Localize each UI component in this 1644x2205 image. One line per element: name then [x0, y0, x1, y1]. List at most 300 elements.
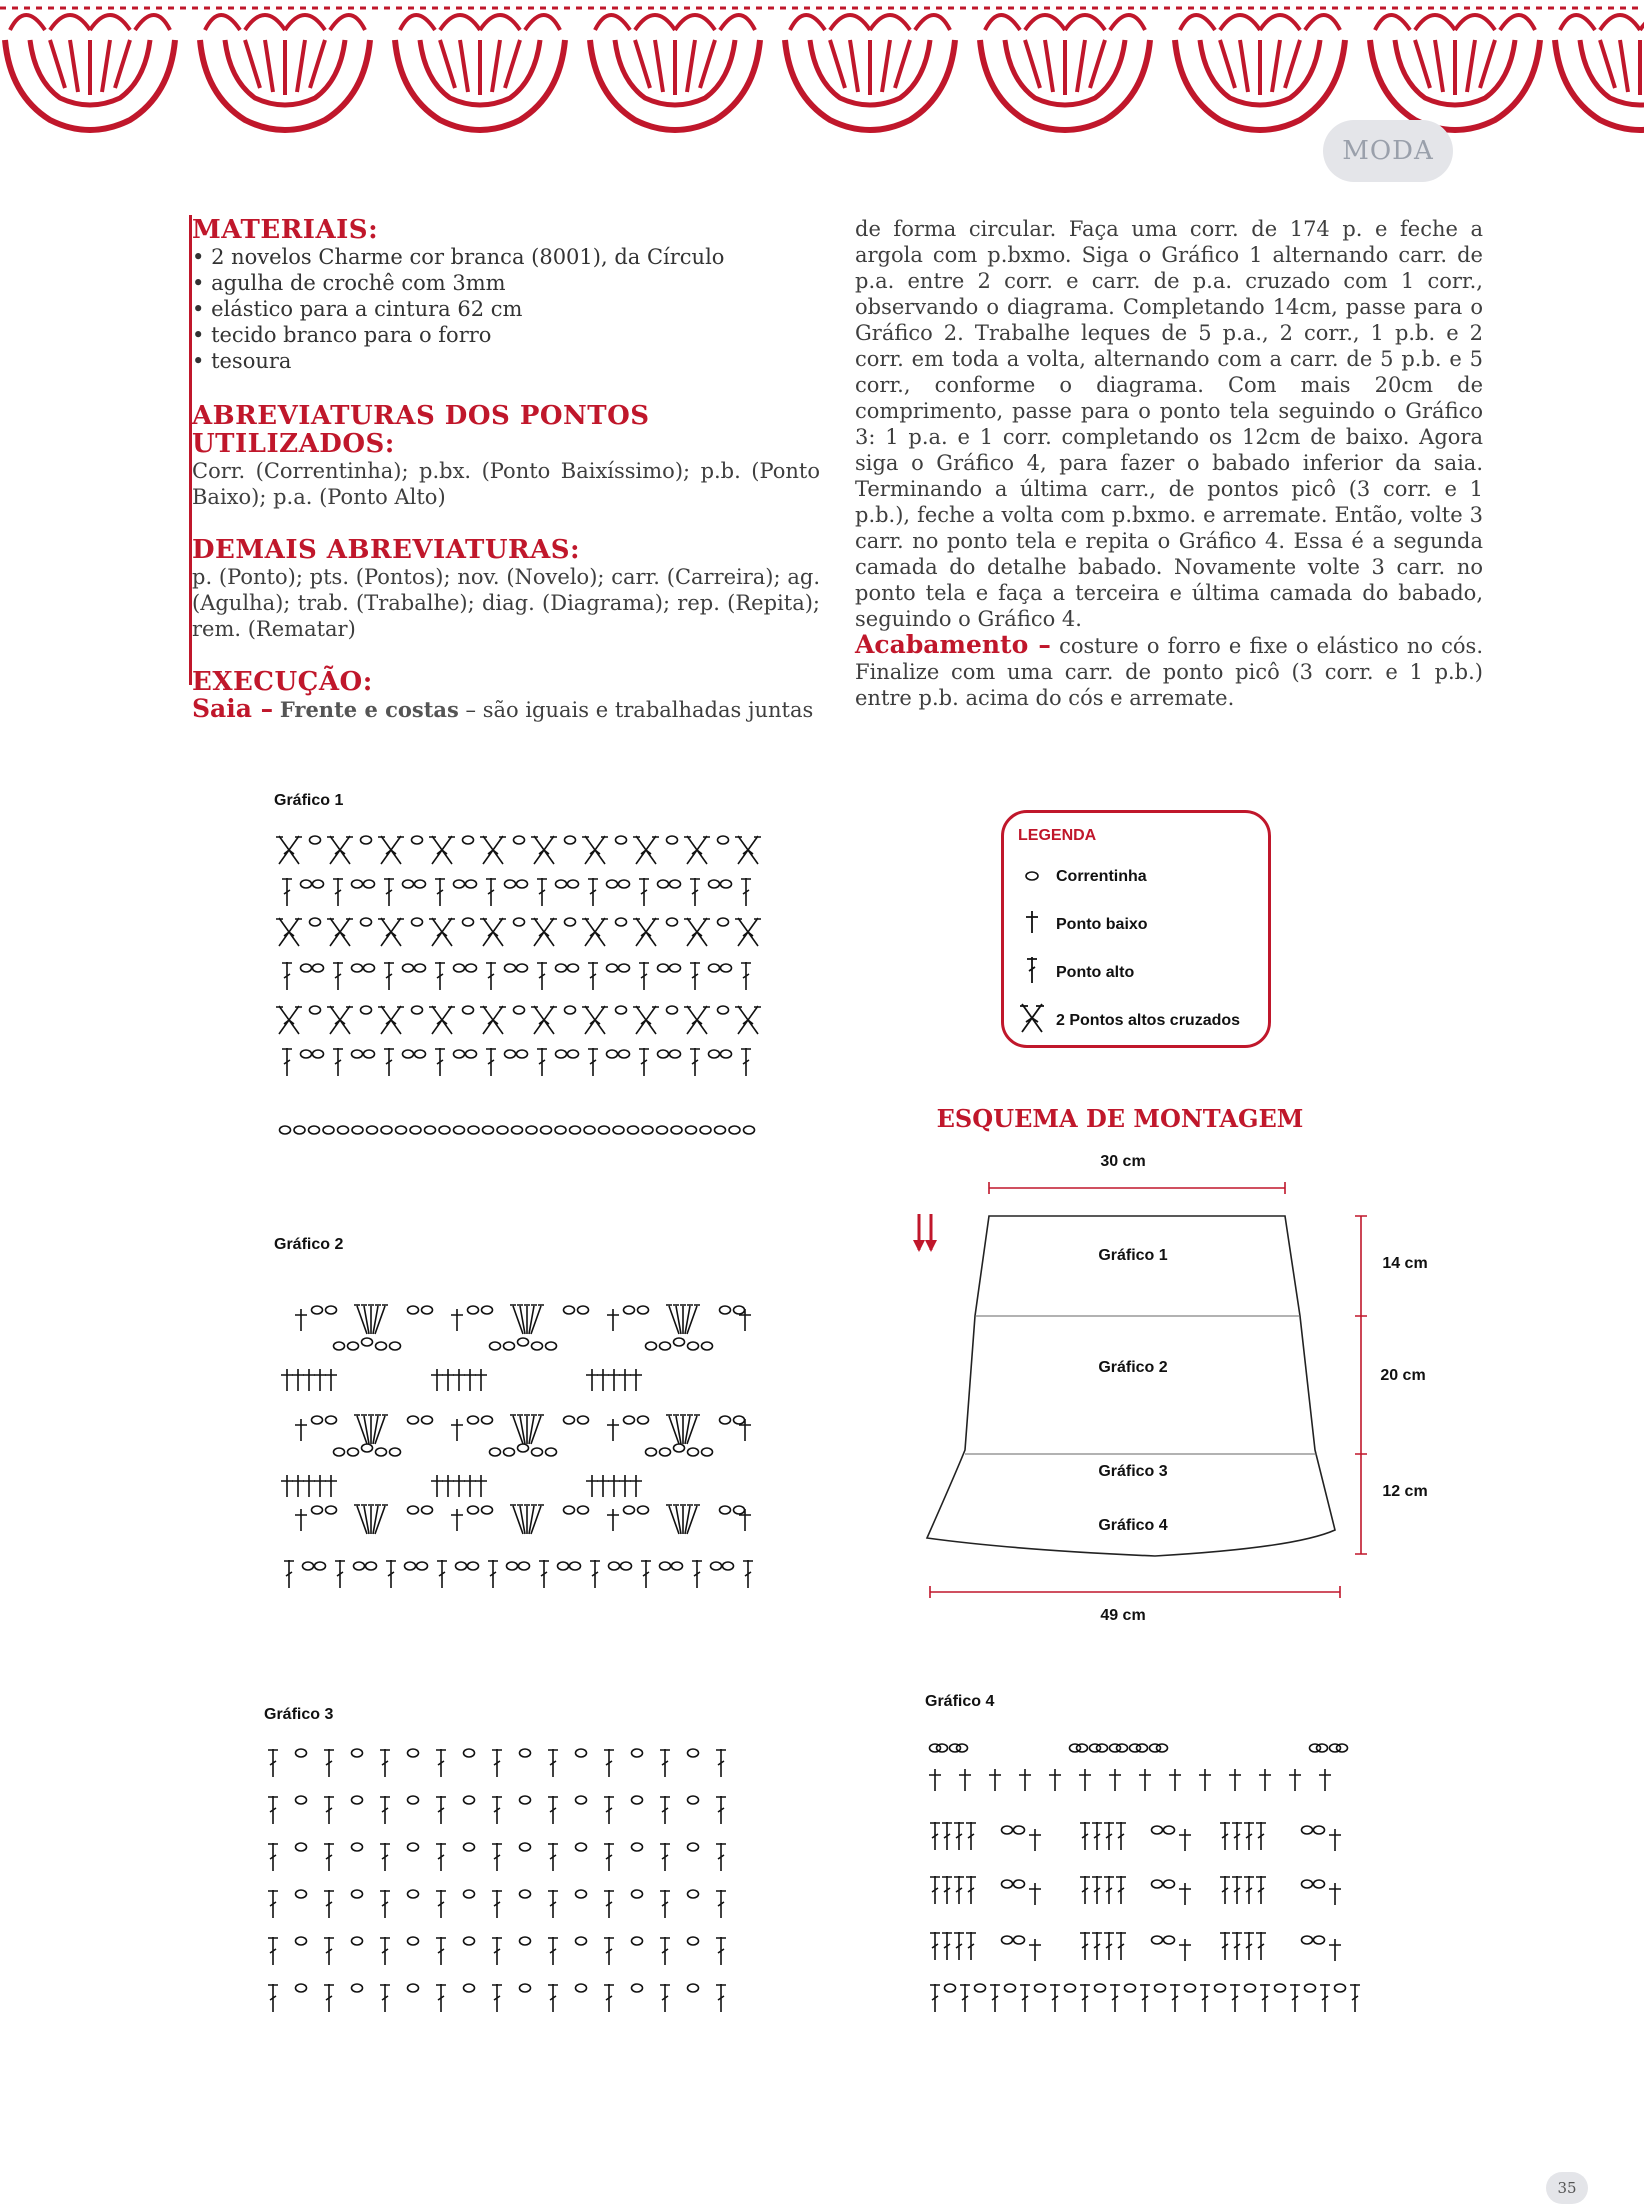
chain-stitch-mark [313, 880, 324, 888]
double-crochet-mark [1256, 1822, 1266, 1850]
chain-stitch-mark [367, 1126, 378, 1134]
chain-stitch-mark [296, 1937, 307, 1945]
double-crochet-mark [380, 1749, 390, 1777]
chain-stitch-mark [1035, 1984, 1046, 1992]
chain-stitch-mark [1152, 1880, 1163, 1888]
list-item: • elástico para a cintura 62 cm [192, 296, 820, 322]
chain-stitch-mark [660, 1562, 671, 1570]
crossed-double-crochet-mark [531, 836, 557, 864]
chain-stitch-mark [361, 836, 372, 844]
chain-stitch-mark [464, 1937, 475, 1945]
chain-stitch-mark [425, 1126, 436, 1134]
page-number-badge [1546, 2172, 1588, 2204]
double-crochet-mark [486, 962, 496, 990]
crossed-double-crochet-mark [633, 918, 659, 946]
double-crochet-mark [492, 1749, 502, 1777]
single-crochet-mark [1319, 1769, 1331, 1791]
chain-stitch-mark [556, 964, 567, 972]
double-crochet-mark [692, 1560, 702, 1588]
chain-stitch-mark [364, 880, 375, 888]
chain-stitch-mark [670, 964, 681, 972]
chain-stitch-mark [422, 1416, 433, 1424]
chain-stitch-mark [352, 1890, 363, 1898]
chain-stitch-mark [354, 1562, 365, 1570]
list-item: • 2 novelos Charme cor branca (8001), da Círculo [192, 244, 820, 270]
chain-stitch-mark [412, 918, 423, 926]
chain-stitch-mark [688, 1448, 699, 1456]
chain-stitch-mark [1005, 1984, 1016, 1992]
chain-stitch-mark [721, 1050, 732, 1058]
double-crochet-mark [324, 1937, 334, 1965]
chain-stitch-mark [323, 1126, 334, 1134]
chain-stitch-mark [312, 1306, 323, 1314]
double-crochet-mark [492, 1937, 502, 1965]
chain-stitch-mark [408, 1843, 419, 1851]
single-crochet-mark [959, 1769, 971, 1791]
double-crochet-mark [488, 1560, 498, 1588]
chain-stitch-mark [578, 1506, 589, 1514]
chain-stitch-mark [1337, 1744, 1348, 1752]
chain-stitch-mark [937, 1744, 948, 1752]
crossed-double-crochet-mark [633, 836, 659, 864]
chain-stitch-mark [658, 880, 669, 888]
chain-stitch-mark [688, 1984, 699, 1992]
chain-stitch-mark [619, 964, 630, 972]
chain-stitch-mark [507, 1562, 518, 1570]
chain-stitch-mark [638, 1416, 649, 1424]
chain-stitch-mark [408, 1306, 419, 1314]
chain-stitch-mark [403, 880, 414, 888]
single-crochet-mark [1109, 1769, 1121, 1791]
chain-stitch-mark [454, 1050, 465, 1058]
single-crochet-mark [739, 1509, 751, 1531]
chain-stitch-mark [463, 836, 474, 844]
chain-stitch-mark [352, 964, 363, 972]
double-crochet-mark [1080, 1984, 1090, 2012]
chain-stitch-mark [504, 1342, 515, 1350]
chain-stitch-icon [1018, 866, 1046, 889]
double-crochet-mark [1244, 1876, 1254, 1904]
chain-stitch-mark [1002, 1880, 1013, 1888]
frente-label: Frente e costas [279, 697, 459, 722]
legend-title: LEGENDA [1018, 827, 1097, 844]
double-crochet-mark [1256, 1932, 1266, 1960]
chain-stitch-mark [616, 836, 627, 844]
double-crochet-mark [492, 1843, 502, 1871]
chain-stitch-mark [520, 1890, 531, 1898]
chain-stitch-mark [564, 1306, 575, 1314]
chain-stitch-mark [709, 964, 720, 972]
double-crochet-mark [384, 962, 394, 990]
single-crochet-mark [1079, 1769, 1091, 1791]
crossed-double-crochet-mark [276, 836, 302, 864]
double-crochet-mark [966, 1932, 976, 1960]
double-crochet-mark [436, 1843, 446, 1871]
section-label: Gráfico 3 [1098, 1463, 1168, 1480]
chain-stitch-mark [326, 1506, 337, 1514]
single-crochet-mark [608, 1369, 620, 1391]
chain-stitch-mark [568, 1050, 579, 1058]
chain-stitch-mark [532, 1448, 543, 1456]
single-crochet-mark [1229, 1769, 1241, 1791]
chain-stitch-mark [362, 1338, 373, 1346]
chain-stitch-mark [520, 1984, 531, 1992]
chain-stitch-mark [519, 1562, 530, 1570]
chain-stitch-mark [638, 1306, 649, 1314]
single-crochet-mark [1029, 1829, 1041, 1851]
chain-stitch-mark [468, 1562, 479, 1570]
chain-stitch-mark [454, 964, 465, 972]
chain-stitch-mark [721, 880, 732, 888]
single-crochet-mark [607, 1309, 619, 1331]
double-crochet-mark [639, 878, 649, 906]
chain-stitch-mark [667, 836, 678, 844]
chain-stitch-mark [454, 880, 465, 888]
chain-stitch-mark [1314, 1936, 1325, 1944]
double-crochet-mark [268, 1843, 278, 1871]
double-crochet-mark [690, 962, 700, 990]
double-crochet-mark [380, 1984, 390, 2012]
double-crochet-mark [1320, 1984, 1330, 2012]
chain-stitch-mark [1014, 1880, 1025, 1888]
single-crochet-mark [431, 1369, 443, 1391]
chain-stitch-mark [1152, 1826, 1163, 1834]
chain-stitch-mark [674, 1338, 685, 1346]
single-crochet-mark [442, 1475, 454, 1497]
single-crochet-mark [739, 1309, 751, 1331]
double-crochet-mark [284, 1560, 294, 1588]
crossed-double-crochet-mark [531, 918, 557, 946]
chain-stitch-mark [381, 1126, 392, 1134]
left-text-column [192, 216, 820, 723]
double-crochet-mark [1220, 1876, 1230, 1904]
chain-stitch-mark [621, 1562, 632, 1570]
chain-stitch-mark [315, 1562, 326, 1570]
chain-stitch-mark [352, 1126, 363, 1134]
double-crochet-mark [942, 1822, 952, 1850]
chain-stitch-mark [1245, 1984, 1256, 1992]
double-crochet-mark [1260, 1984, 1270, 2012]
double-crochet-mark [1256, 1876, 1266, 1904]
chain-stitch-mark [468, 1306, 479, 1314]
chain-stitch-mark [1157, 1744, 1168, 1752]
double-crochet-mark [268, 1984, 278, 2012]
single-crochet-mark [1049, 1769, 1061, 1791]
chain-stitch-mark [660, 1448, 671, 1456]
chain-stitch-mark [576, 1937, 587, 1945]
top-width-label: 30 cm [1100, 1153, 1146, 1170]
chain-stitch-mark [415, 964, 426, 972]
chain-stitch-mark [555, 1126, 566, 1134]
single-crochet-mark [619, 1475, 631, 1497]
chain-stitch-mark [408, 1984, 419, 1992]
double-crochet-mark [492, 1890, 502, 1918]
single-crochet-mark [295, 1419, 307, 1441]
chain-stitch-mark [709, 1050, 720, 1058]
single-crochet-mark [608, 1475, 620, 1497]
chain-stitch-mark [520, 1937, 531, 1945]
chain-stitch-mark [721, 964, 732, 972]
chain-stitch-mark [578, 1306, 589, 1314]
chain-stitch-mark [686, 1126, 697, 1134]
chain-stitch-mark [520, 1749, 531, 1757]
demais-text: p. (Ponto); pts. (Pontos); nov. (Novelo); carr. (Carreira); ag. (Agulha); trab. (Trabalhe); diag. (Diagrama); rep. (Repita); rem. (Rematar) [192, 565, 820, 641]
double-crochet-mark [1232, 1822, 1242, 1850]
chain-stitch-mark [483, 1126, 494, 1134]
chain-stitch-mark [313, 1050, 324, 1058]
chain-stitch-mark [607, 964, 618, 972]
chain-stitch-mark [570, 1126, 581, 1134]
double-crochet-mark [1244, 1932, 1254, 1960]
chain-stitch-mark [556, 880, 567, 888]
chain-stitch-mark [517, 1050, 528, 1058]
chain-stitch-mark [408, 1796, 419, 1804]
double-crochet-mark [743, 1560, 753, 1588]
chain-stitch-mark [1097, 1744, 1108, 1752]
chain-stitch-mark [520, 1843, 531, 1851]
single-crochet-mark [292, 1475, 304, 1497]
right-text-column [855, 216, 1483, 711]
chain-stitch-mark [464, 1796, 475, 1804]
materiais-list [192, 244, 820, 374]
double-crochet-mark [1050, 1984, 1060, 2012]
double-crochet-mark [966, 1876, 976, 1904]
chain-stitch-mark [309, 1126, 320, 1134]
chain-stitch-mark [576, 1843, 587, 1851]
chain-stitch-mark [463, 1006, 474, 1014]
chain-stitch-mark [565, 1006, 576, 1014]
chain-stitch-mark [463, 918, 474, 926]
double-crochet-mark [1170, 1984, 1180, 2012]
single-crochet-mark [295, 1309, 307, 1331]
chain-stitch-mark [408, 1890, 419, 1898]
chain-stitch-mark [361, 918, 372, 926]
single-crochet-mark [1289, 1769, 1301, 1791]
chain-stitch-mark [619, 880, 630, 888]
chain-stitch-mark [564, 1416, 575, 1424]
single-crochet-mark [597, 1369, 609, 1391]
chain-stitch-mark [338, 1126, 349, 1134]
chain-stitch-mark [688, 1937, 699, 1945]
chain-stitch-mark [512, 1126, 523, 1134]
chain-stitch-mark [408, 1506, 419, 1514]
double-crochet-mark [548, 1937, 558, 1965]
double-crochet-mark [380, 1937, 390, 1965]
chart-1-label: Gráfico 1 [274, 792, 344, 809]
chain-stitch-mark [410, 1126, 421, 1134]
chain-stitch-mark [361, 1006, 372, 1014]
double-crochet-mark [1104, 1822, 1114, 1850]
chain-stitch-mark [464, 1749, 475, 1757]
chain-stitch-mark [674, 1444, 685, 1452]
double-crochet-mark [537, 1048, 547, 1076]
chain-stitch-mark [1185, 1984, 1196, 1992]
double-crochet-mark [436, 1796, 446, 1824]
chain-stitch-mark [1152, 1936, 1163, 1944]
abreviaturas-text: Corr. (Correntinha); p.bx. (Ponto Baixíssimo); p.b. (Ponto Baixo); p.a. (Ponto Alto) [192, 459, 820, 509]
chain-stitch-mark [1164, 1936, 1175, 1944]
single-crochet-mark [989, 1769, 1001, 1791]
chain-stitch-mark [734, 1506, 745, 1514]
chain-stitch-mark [280, 1126, 291, 1134]
chain-stitch-mark [408, 1416, 419, 1424]
double-crochet-mark [660, 1843, 670, 1871]
section-tab-label: MODA [1342, 136, 1434, 166]
double-crochet-mark [1116, 1876, 1126, 1904]
double-crochet-mark [435, 878, 445, 906]
chain-stitch-mark [565, 918, 576, 926]
chain-stitch-mark [466, 964, 477, 972]
chain-stitch-mark [718, 836, 729, 844]
double-crochet-mark [930, 1932, 940, 1960]
crossed-double-crochet-mark [429, 918, 455, 946]
double-crochet-mark [690, 1048, 700, 1076]
double-crochet-mark [930, 1822, 940, 1850]
double-crochet-mark [716, 1749, 726, 1777]
acabamento-label: Acabamento – [855, 630, 1051, 659]
chain-stitch-mark [505, 880, 516, 888]
double-crochet-mark [282, 878, 292, 906]
single-crochet-mark [451, 1309, 463, 1331]
height-label: 12 cm [1382, 1483, 1428, 1500]
chain-stitch-mark [505, 1050, 516, 1058]
chain-stitch-mark [624, 1306, 635, 1314]
demais-title: DEMAIS ABREVIATURAS: [192, 535, 581, 565]
double-crochet-mark [1230, 1984, 1240, 2012]
chain-stitch-mark [415, 880, 426, 888]
crossed-double-crochet-mark [582, 918, 608, 946]
double-crochet-mark [548, 1749, 558, 1777]
crossed-double-crochet-mark [327, 918, 353, 946]
chain-stitch-mark [638, 1506, 649, 1514]
chain-stitch-mark [720, 1306, 731, 1314]
chain-stitch-mark [352, 1937, 363, 1945]
crossed-double-crochet-mark [480, 918, 506, 946]
double-crochet-mark [639, 962, 649, 990]
direction-arrows-icon [913, 1214, 937, 1252]
single-crochet-icon [1018, 909, 1046, 941]
chain-stitch-mark [599, 1126, 610, 1134]
double-crochet-mark [436, 1890, 446, 1918]
crossed-double-crochet-mark [633, 1006, 659, 1034]
chain-stitch-mark [415, 1050, 426, 1058]
chain-stitch-mark [672, 1562, 683, 1570]
section-label: Gráfico 2 [1098, 1359, 1168, 1376]
chain-stitch-mark [422, 1306, 433, 1314]
single-crochet-mark [1259, 1769, 1271, 1791]
chain-stitch-mark [660, 1342, 671, 1350]
double-crochet-mark [942, 1876, 952, 1904]
double-crochet-mark [1080, 1876, 1090, 1904]
double-crochet-mark [660, 1796, 670, 1824]
double-crochet-mark [641, 1560, 651, 1588]
chain-stitch-mark [1065, 1984, 1076, 1992]
chain-stitch-mark [718, 918, 729, 926]
chain-stitch-mark [1305, 1984, 1316, 1992]
chain-stitch-mark [482, 1416, 493, 1424]
crossed-double-crochet-mark [735, 836, 761, 864]
double-crochet-mark [537, 878, 547, 906]
chain-stitch-mark [490, 1342, 501, 1350]
single-crochet-mark [281, 1369, 293, 1391]
double-crochet-mark [1116, 1822, 1126, 1850]
chain-stitch-mark [546, 1448, 557, 1456]
double-crochet-mark [590, 1560, 600, 1588]
chain-stitch-mark [296, 1749, 307, 1757]
double-crochet-mark [942, 1932, 952, 1960]
chain-stitch-mark [718, 1006, 729, 1014]
single-crochet-mark [475, 1369, 487, 1391]
double-crochet-mark [604, 1937, 614, 1965]
chain-stitch-mark [408, 1937, 419, 1945]
double-crochet-mark [539, 1560, 549, 1588]
chain-stitch-mark [310, 1006, 321, 1014]
chain-stitch-mark [518, 1338, 529, 1346]
chain-stitch-mark [517, 964, 528, 972]
double-crochet-mark [1350, 1984, 1360, 2012]
single-crochet-mark [281, 1475, 293, 1497]
chain-stitch-mark [642, 1126, 653, 1134]
single-crochet-mark [607, 1419, 619, 1441]
chain-stitch-mark [301, 1050, 312, 1058]
double-crochet-mark [1220, 1822, 1230, 1850]
legend-label: Ponto baixo [1056, 916, 1148, 933]
crochet-chart-2 [275, 1280, 775, 1610]
chain-stitch-mark [312, 1506, 323, 1514]
double-crochet-mark [1104, 1876, 1114, 1904]
chain-stitch-mark [957, 1744, 968, 1752]
single-crochet-mark [1019, 1769, 1031, 1791]
single-crochet-mark [1139, 1769, 1151, 1791]
chain-stitch-mark [405, 1562, 416, 1570]
chain-stitch-mark [734, 1416, 745, 1424]
double-crochet-mark [548, 1984, 558, 2012]
single-crochet-mark [1029, 1939, 1041, 1961]
chain-stitch-mark [570, 1562, 581, 1570]
chain-stitch-mark [310, 836, 321, 844]
double-crochet-mark [660, 1984, 670, 2012]
double-crochet-mark [588, 1048, 598, 1076]
chain-stitch-mark [348, 1342, 359, 1350]
chain-stitch-mark [520, 1796, 531, 1804]
double-crochet-mark [604, 1890, 614, 1918]
acabamento-paragraph [855, 632, 1483, 711]
double-crochet-mark [380, 1796, 390, 1824]
chain-stitch-mark [296, 1796, 307, 1804]
crossed-double-crochet-icon [1018, 1002, 1046, 1040]
chain-stitch-mark [720, 1506, 731, 1514]
double-crochet-mark [437, 1560, 447, 1588]
chain-stitch-mark [1302, 1826, 1313, 1834]
chain-stitch-mark [546, 1342, 557, 1350]
crossed-double-crochet-mark [327, 836, 353, 864]
chain-stitch-mark [362, 1444, 373, 1452]
double-crochet-mark [604, 1843, 614, 1871]
legend-label: 2 Pontos altos cruzados [1056, 1012, 1241, 1029]
double-crochet-mark [741, 1048, 751, 1076]
chain-stitch-mark [390, 1448, 401, 1456]
crossed-double-crochet-mark [684, 1006, 710, 1034]
double-crochet-mark [537, 962, 547, 990]
crossed-double-crochet-mark [684, 918, 710, 946]
single-crochet-mark [1169, 1769, 1181, 1791]
single-crochet-mark [303, 1475, 315, 1497]
chain-stitch-mark [688, 1749, 699, 1757]
double-crochet-mark [716, 1890, 726, 1918]
double-crochet-mark [492, 1984, 502, 2012]
chain-stitch-mark [1317, 1744, 1328, 1752]
chain-stitch-mark [526, 1126, 537, 1134]
